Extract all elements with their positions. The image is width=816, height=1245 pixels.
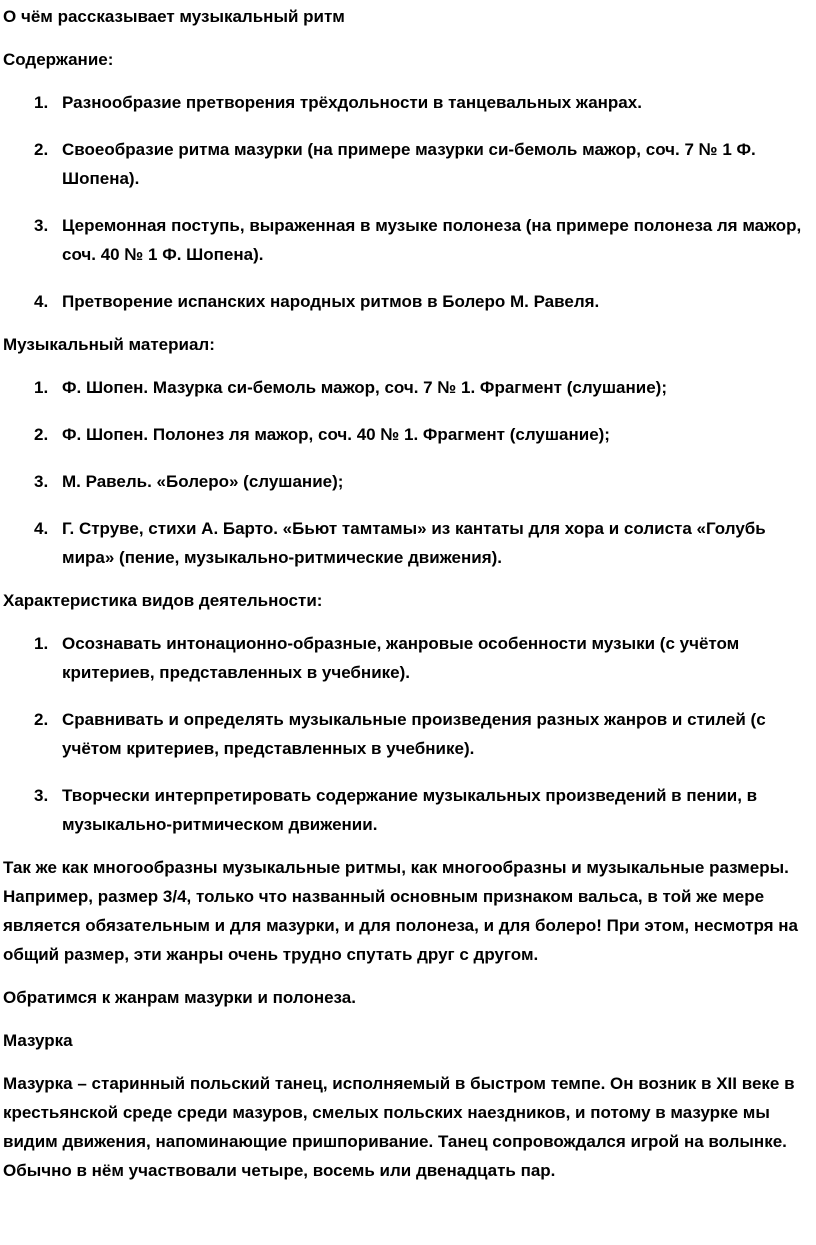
contents-heading: Содержание: <box>3 50 114 69</box>
list-item-text: Творчески интерпретировать содержание музыкальных произведений в пении, в музыкально-ритмическом движении. <box>62 786 758 834</box>
contents-list <box>3 88 804 316</box>
list-item-text: Разнообразие претворения трёхдольности в танцевальных жанрах. <box>62 93 642 112</box>
list-item <box>3 88 804 117</box>
document-title: О чём рассказывает музыкальный ритм <box>3 7 345 26</box>
list-number: 1. <box>34 634 49 653</box>
list-item <box>3 420 804 449</box>
list-item <box>3 467 804 496</box>
list-number: 2. <box>34 140 49 159</box>
list-number: 3. <box>34 786 49 805</box>
material-heading: Музыкальный материал: <box>3 335 215 354</box>
material-list <box>3 373 804 572</box>
list-item-text: Церемонная поступь, выраженная в музыке полонеза (на примере полонеза ля мажор, соч. 40 № 1 Ф. Шопена). <box>62 216 802 264</box>
list-item <box>3 135 804 193</box>
list-number: 4. <box>34 292 49 311</box>
list-item <box>3 705 804 763</box>
list-number: 2. <box>34 710 49 729</box>
list-item-text: Сравнивать и определять музыкальные произведения разных жанров и стилей (с учётом критериев, представленных в учебнике). <box>62 710 766 758</box>
list-item <box>3 781 804 839</box>
list-item-text: Осознавать интонационно-образные, жанровые особенности музыки (с учётом критериев, представленных в учебнике). <box>62 634 740 682</box>
list-item-text: Ф. Шопен. Полонез ля мажор, соч. 40 № 1. Фрагмент (слушание); <box>62 425 610 444</box>
list-item-text: Г. Струве, стихи А. Барто. «Бьют тамтамы» из кантаты для хора и солиста «Голубь мира» (пение, музыкально-ритмические движения). <box>62 519 766 567</box>
list-number: 2. <box>34 425 49 444</box>
list-number: 1. <box>34 93 49 112</box>
list-item-text: М. Равель. «Болеро» (слушание); <box>62 472 344 491</box>
paragraph-mazurka: Мазурка – старинный польский танец, исполняемый в быстром темпе. Он возник в XII веке в крестьянской среде среди мазуров, смелых польских наездников, и потому в мазурке мы видим движения, напоминающие пришпоривание. Танец сопровождался игрой на волынке. Обычно в нём участвовали четыре, восемь или двенадцать пар. <box>3 1074 795 1180</box>
list-number: 3. <box>34 472 49 491</box>
list-item <box>3 287 804 316</box>
list-item-text: Своеобразие ритма мазурки (на примере мазурки си-бемоль мажор, соч. 7 № 1 Ф. Шопена). <box>62 140 756 188</box>
list-number: 3. <box>34 216 49 235</box>
list-item <box>3 629 804 687</box>
list-item-text: Претворение испанских народных ритмов в Болеро М. Равеля. <box>62 292 600 311</box>
list-item <box>3 514 804 572</box>
list-number: 1. <box>34 378 49 397</box>
activities-heading: Характеристика видов деятельности: <box>3 591 323 610</box>
paragraph-turn: Обратимся к жанрам мазурки и полонеза. <box>3 988 356 1007</box>
paragraph-rhythms: Так же как многообразны музыкальные ритмы, как многообразны и музыкальные размеры. Например, размер 3/4, только что названный основным признаком вальса, в той же мере является обязательным и для мазурки, и для полонеза, и для болеро! При этом, несмотря на общий размер, эти жанры очень трудно спутать друг с другом. <box>3 858 798 964</box>
list-item-text: Ф. Шопен. Мазурка си-бемоль мажор, соч. 7 № 1. Фрагмент (слушание); <box>62 378 667 397</box>
activities-list <box>3 629 804 839</box>
list-number: 4. <box>34 519 49 538</box>
list-item <box>3 373 804 402</box>
section-heading-mazurka: Мазурка <box>3 1031 73 1050</box>
list-item <box>3 211 804 269</box>
